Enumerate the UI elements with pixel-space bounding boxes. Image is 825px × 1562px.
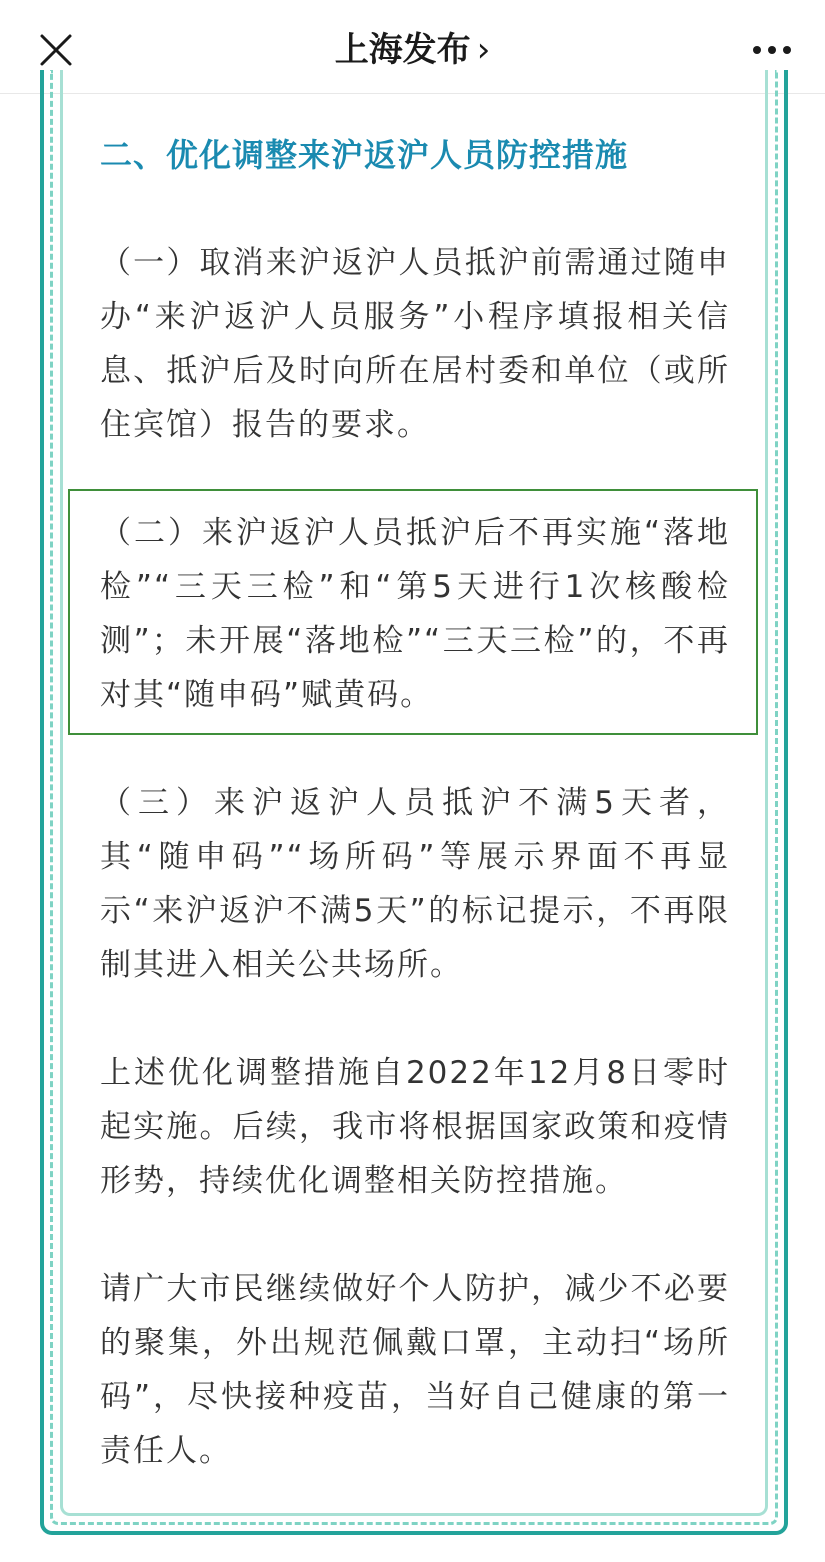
paragraph-3: （三）来沪返沪人员抵沪不满5天者，其“随申码”“场所码”等展示界面不再显示“来沪返沪不满5天”的标记提示，不再限制其进入相关公共场所。	[100, 785, 730, 983]
paragraph-5: 请广大市民继续做好个人防护，减少不必要的聚集，外出规范佩戴口罩，主动扫“场所码”，尽快接种疫苗，当好自己健康的第一责任人。	[100, 1271, 730, 1469]
more-icon[interactable]	[752, 38, 792, 62]
paragraph-1: （一）取消来沪返沪人员抵沪前需通过随申办“来沪返沪人员服务”小程序填报相关信息、抵沪后及时向所在居村委和单位（或所住宾馆）报告的要求。	[100, 245, 730, 443]
chevron-right-icon: ›	[476, 30, 491, 70]
account-name-link[interactable]	[0, 25, 825, 75]
paragraph-4: 上述优化调整措施自2022年12月8日零时起实施。后续，我市将根据国家政策和疫情形势，持续优化调整相关防控措施。	[100, 1055, 730, 1199]
paragraph-2: （二）来沪返沪人员抵沪后不再实施“落地检”“三天三检”和“第5天进行1次核酸检测”；未开展“落地检”“三天三检”的，不再对其“随申码”赋黄码。	[100, 515, 730, 713]
section-heading: 二、优化调整来沪返沪人员防控措施	[100, 136, 629, 174]
account-name: 上海发布	[334, 30, 471, 70]
